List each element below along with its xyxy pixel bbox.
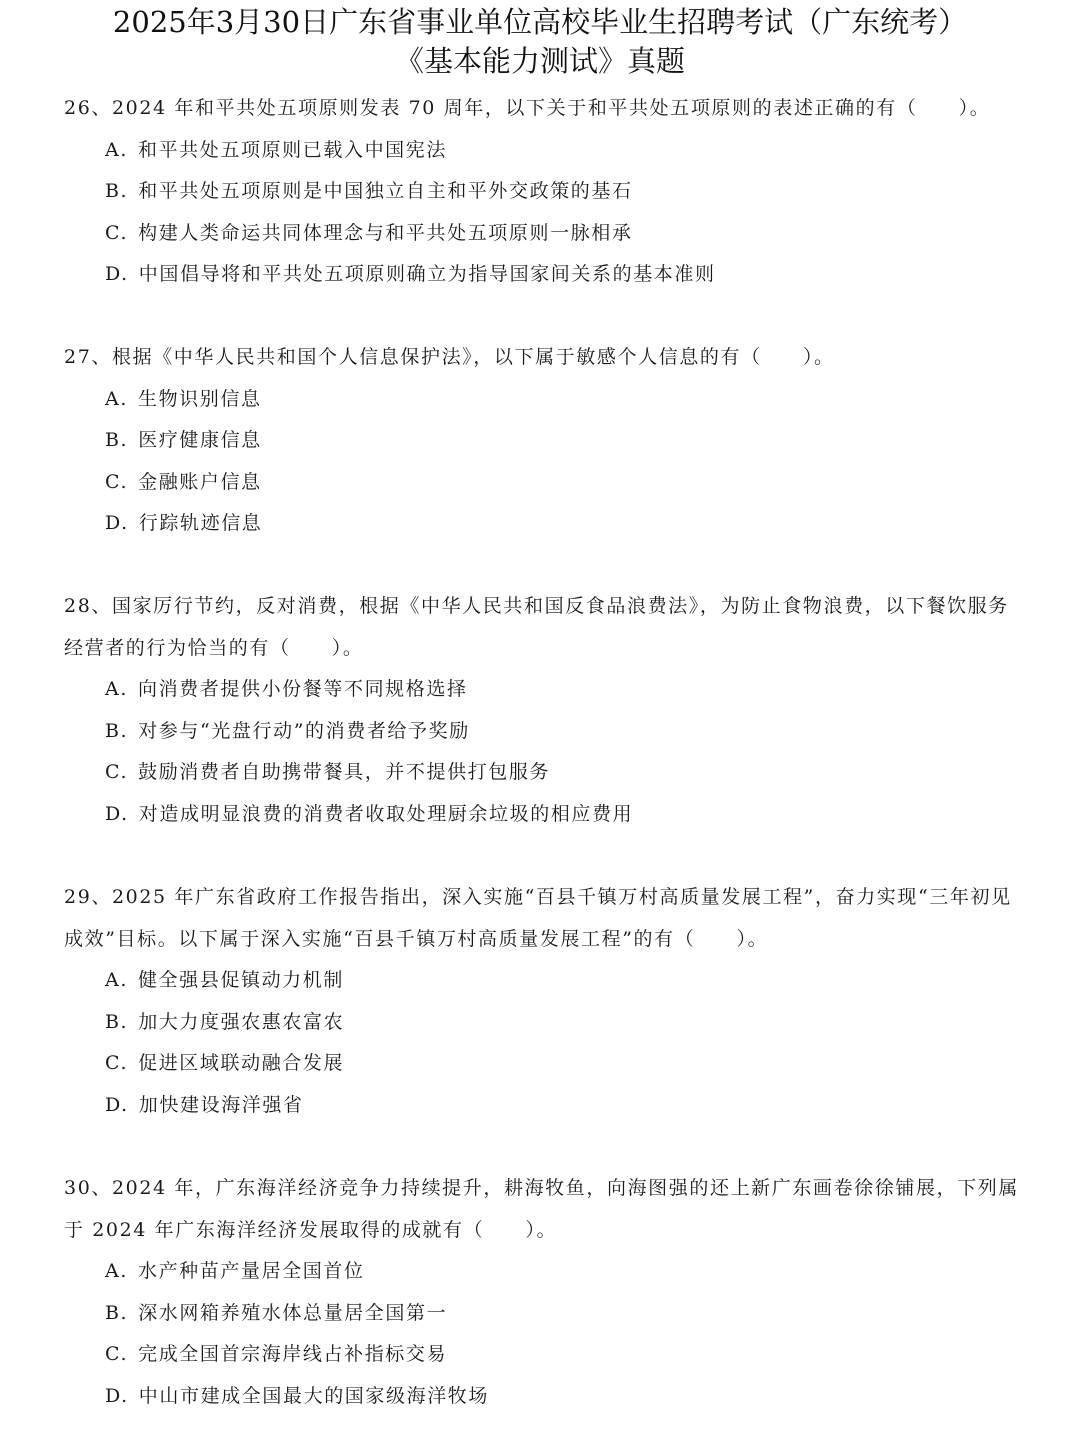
question-26 (64, 88, 1024, 296)
option-d (105, 1085, 1024, 1127)
option-b (105, 420, 1024, 462)
option-letter: D. (105, 512, 129, 534)
option-c (105, 1334, 1024, 1376)
option-text: 医疗健康信息 (138, 429, 262, 451)
option-list (64, 130, 1024, 296)
option-letter: A. (105, 1260, 128, 1282)
option-text: 对造成明显浪费的消费者收取处理厨余垃圾的相应费用 (138, 802, 634, 825)
option-letter: C. (105, 221, 129, 244)
option-a (105, 130, 1024, 172)
option-b (105, 171, 1024, 213)
option-letter: B. (105, 1301, 129, 1324)
option-letter: C. (105, 470, 129, 493)
option-letter: A. (105, 969, 128, 991)
option-b (105, 1002, 1024, 1044)
option-letter: B. (105, 180, 129, 202)
option-letter: B. (105, 1010, 129, 1033)
question-stem: 29、2025 年广东省政府工作报告指出，深入实施“百县千镇万村高质量发展工程”，奋力实现“三年初见成效”目标。以下属于深入实施“百县千镇万村高质量发展工程”的有（ ）。 (64, 886, 1012, 950)
option-d (105, 794, 1024, 836)
option-letter: D. (105, 802, 129, 825)
option-a (105, 960, 1024, 1002)
option-c (105, 213, 1024, 255)
option-letter: C. (105, 761, 129, 783)
option-c (105, 1043, 1024, 1085)
option-text: 水产种苗产量居全国首位 (137, 1260, 365, 1282)
question-stem: 30、2024 年，广东海洋经济竞争力持续提升，耕海牧鱼，向海图强的还上新广东画卷徐徐铺展，下列属于 2024 年广东海洋经济发展取得的成就有（ ）。 (64, 1177, 1019, 1241)
option-letter: D. (105, 263, 129, 285)
option-text: 加快建设海洋强省 (138, 1093, 304, 1116)
option-text: 加大力度强农惠农富农 (138, 1010, 345, 1033)
option-letter: C. (105, 1343, 129, 1365)
option-text: 金融账户信息 (138, 470, 262, 493)
option-b (105, 711, 1024, 753)
option-text: 行踪轨迹信息 (138, 512, 263, 534)
question-28 (64, 586, 1024, 835)
option-list (64, 1251, 1024, 1417)
option-text: 促进区域联动融合发展 (138, 1052, 345, 1074)
option-d (105, 254, 1024, 296)
option-a (105, 379, 1024, 421)
option-text: 鼓励消费者自助携带餐具，并不提供打包服务 (138, 761, 551, 783)
option-letter: C. (105, 1052, 129, 1074)
option-b (105, 1293, 1024, 1335)
option-letter: A. (105, 138, 128, 161)
question-29 (64, 877, 1024, 1126)
option-letter: B. (105, 719, 129, 742)
option-text: 深水网箱养殖水体总量居全国第一 (138, 1301, 448, 1324)
option-text: 和平共处五项原则已载入中国宪法 (137, 138, 447, 161)
option-list (64, 379, 1024, 545)
option-a (105, 669, 1024, 711)
question-27 (64, 337, 1024, 545)
option-d (105, 1376, 1024, 1418)
option-text: 中山市建成全国最大的国家级海洋牧场 (138, 1384, 489, 1407)
option-c (105, 752, 1024, 794)
option-letter: D. (105, 1093, 129, 1116)
option-letter: A. (105, 678, 128, 700)
question-stem: 26、2024 年和平共处五项原则发表 70 周年，以下关于和平共处五项原则的表述正确的有（ ）。 (64, 97, 991, 119)
page-title: 2025年3月30日广东省事业单位高校毕业生招聘考试（广东统考） (112, 5, 968, 39)
option-letter: A. (105, 387, 128, 410)
option-text: 对参与“光盘行动”的消费者给予奖励 (138, 719, 470, 742)
option-list (64, 960, 1024, 1126)
option-text: 中国倡导将和平共处五项原则确立为指导国家间关系的基本准则 (138, 263, 716, 285)
option-text: 向消费者提供小份餐等不同规格选择 (137, 678, 468, 700)
page-subtitle: 《基本能力测试》真题 (394, 44, 685, 78)
option-list (64, 669, 1024, 835)
question-stem: 28、国家厉行节约，反对消费，根据《中华人民共和国反食品浪费法》，为防止食物浪费，以下餐饮服务经营者的行为恰当的有（ ）。 (64, 595, 1009, 659)
option-a (105, 1251, 1024, 1293)
option-letter: B. (105, 429, 129, 451)
option-text: 生物识别信息 (137, 387, 262, 410)
question-30 (64, 1168, 1024, 1417)
question-stem: 27、根据《中华人民共和国个人信息保护法》，以下属于敏感个人信息的有（ ）。 (64, 346, 835, 368)
option-text: 和平共处五项原则是中国独立自主和平外交政策的基石 (138, 180, 633, 202)
option-d (105, 503, 1024, 545)
option-letter: D. (105, 1384, 129, 1407)
option-text: 健全强县促镇动力机制 (137, 969, 344, 991)
option-c (105, 462, 1024, 504)
option-text: 构建人类命运共同体理念与和平共处五项原则一脉相承 (138, 221, 633, 244)
option-text: 完成全国首宗海岸线占补指标交易 (138, 1343, 448, 1365)
